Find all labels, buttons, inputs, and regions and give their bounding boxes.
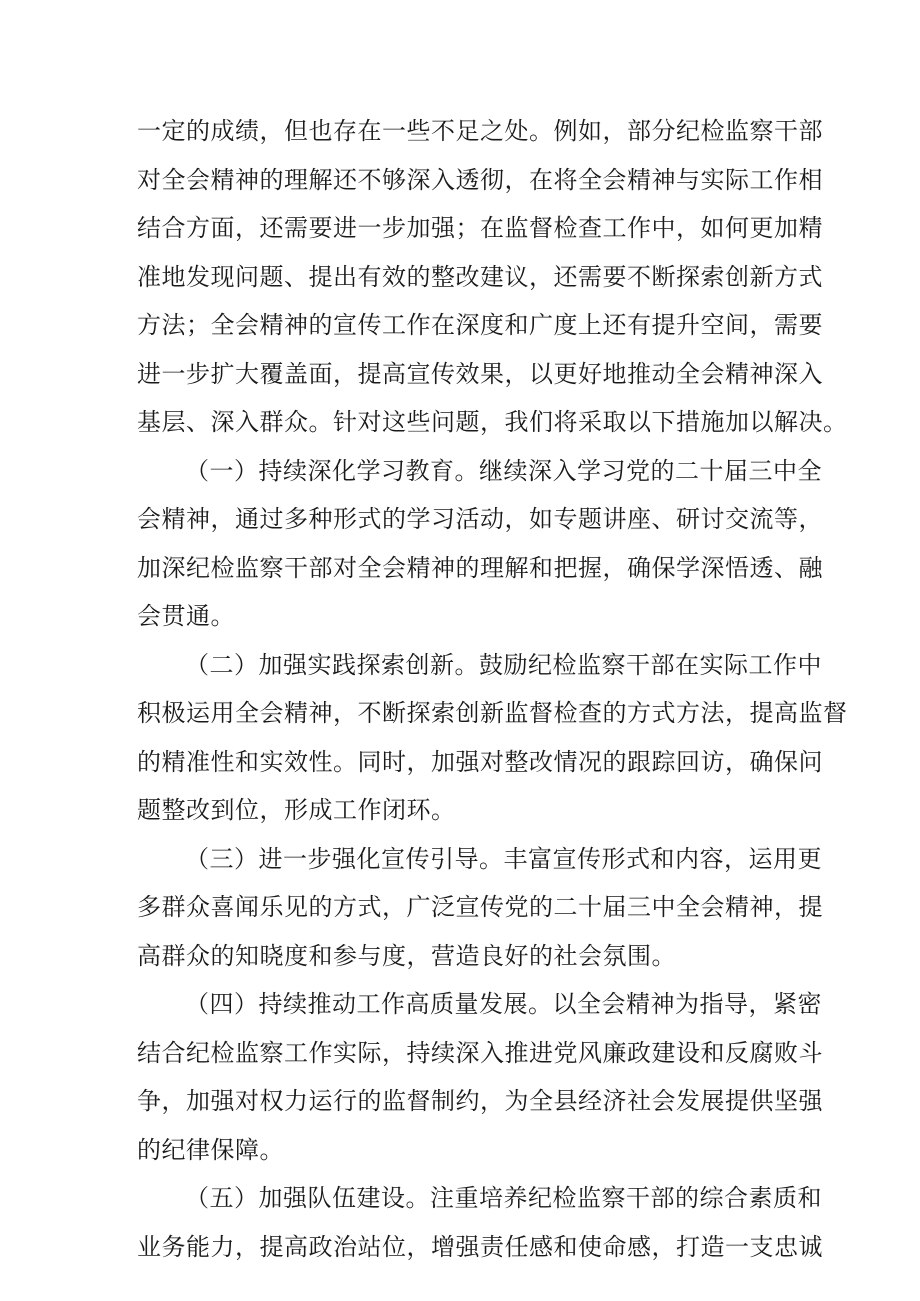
section-1-heading-line: （一）持续深化学习教育。继续深入学习党的二十届三中全 xyxy=(185,456,822,485)
text-line: 加深纪检监察干部对全会精神的理解和把握，确保学深悟透、融 xyxy=(137,553,823,582)
section-3-heading-line: （三）进一步强化宣传引导。丰富宣传形式和内容，运用更 xyxy=(185,844,822,873)
text-line: 积极运用全会精神，不断探索创新监督检查的方式方法，提高监督 xyxy=(137,699,848,727)
text-line: 进一步扩大覆盖面，提高宣传效果，以更好地推动全会精神深入 xyxy=(137,359,823,388)
text-line: 会精神，通过多种形式的学习活动，如专题讲座、研讨交流等， xyxy=(137,505,823,533)
text-line: 争，加强对权力运行的监督制约，为全县经济社会发展提供坚强 xyxy=(137,1087,823,1115)
text-line: 多群众喜闻乐见的方式，广泛宣传党的二十届三中全会精神，提 xyxy=(137,893,823,921)
text-line: 准地发现问题、提出有效的整改建议，还需要不断探索创新方式 xyxy=(137,262,823,291)
text-line: 结合方面，还需要进一步加强；在监督检查工作中，如何更加精 xyxy=(137,214,823,242)
section-4-heading-line: （四）持续推动工作高质量发展。以全会精神为指导，紧密 xyxy=(185,990,822,1018)
document-body xyxy=(137,107,848,1271)
text-line: 结合纪检监察工作实际，持续深入推进党风廉政建设和反腐败斗 xyxy=(137,1038,823,1067)
section-5-heading-line: （五）加强队伍建设。注重培养纪检监察干部的综合素质和 xyxy=(185,1184,822,1212)
text-line: 对全会精神的理解还不够深入透彻，在将全会精神与实际工作相 xyxy=(137,165,823,194)
text-line: 基层、深入群众。针对这些问题，我们将采取以下措施加以解决。 xyxy=(137,408,848,436)
text-line: 一定的成绩，但也存在一些不足之处。例如，部分纪检监察干部 xyxy=(137,117,823,145)
text-line: 的精准性和实效性。同时，加强对整改情况的跟踪回访，确保问 xyxy=(137,747,823,776)
text-line: 业务能力，提高政治站位，增强责任感和使命感，打造一支忠诚 xyxy=(137,1232,823,1261)
section-2-heading-line: （二）加强实践探索创新。鼓励纪检监察干部在实际工作中 xyxy=(185,650,822,679)
text-line: 的纪律保障。 xyxy=(137,1135,284,1164)
text-line: 高群众的知晓度和参与度，营造良好的社会氛围。 xyxy=(137,941,676,970)
text-line: 方法；全会精神的宣传工作在深度和广度上还有提升空间，需要 xyxy=(137,311,823,339)
text-line: 会贯通。 xyxy=(137,602,235,630)
text-line: 题整改到位，形成工作闭环。 xyxy=(137,796,456,824)
